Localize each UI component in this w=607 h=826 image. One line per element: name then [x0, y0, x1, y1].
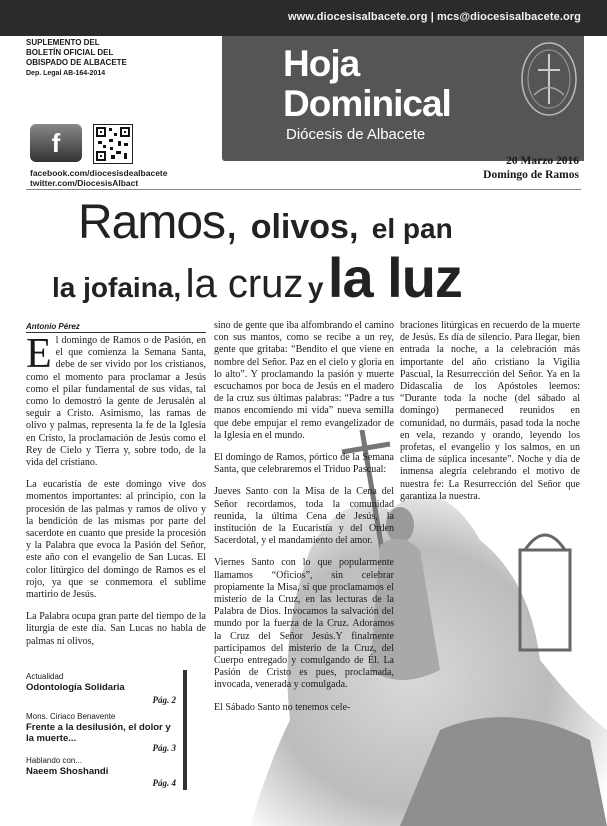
article-paragraph: El Sábado Santo no tenemos cele- — [214, 701, 351, 713]
article-author: Antonio Pérez — [26, 322, 206, 333]
article-paragraph: Viernes Santo con lo que popularmente llamamos “Oficios”, sin celebrar propiamente la Misa, sí que proclamamos el misterio de la Cruz, en las lecturas de la Palabra de Dios. Invocamos la salvación del mundo por la fuerza de la Cruz. Adoramos la Cruz del Señor Jesús.Y finalmente participamos del misterio de la Cruz, del Cuerpo entregado y comulgando de Él. La Pasión de Cristo es pues, proclamada, invocada, venerada y comulgada. — [214, 557, 394, 691]
index-page: Pág. 2 — [152, 695, 176, 705]
index-entry[interactable] — [26, 672, 176, 708]
article-paragraph: La Palabra ocupa gran parte del tiempo de la liturgia de este día. San Lucas no habla de palmas ni olivos, — [26, 611, 206, 647]
index-page: Pág. 3 — [152, 743, 176, 753]
index-title: Frente a la desilusión, el dolor y la muerte... — [26, 722, 171, 744]
liturgical-day: Domingo de Ramos — [483, 169, 579, 181]
header-divider — [26, 189, 581, 190]
headline-word: Ramos, — [78, 196, 238, 249]
article-paragraph: Jueves Santo con la Misa de la Cena del Señor recordamos, toda la comunidad reunida, la última Cena de Jesús, la institución de la Eucaristía y del Orden Sacerdotal, y el mandamiento del amor. — [214, 486, 394, 547]
headline-word: el pan — [371, 213, 453, 244]
brand-subtitle: Diócesis de Albacete — [286, 126, 426, 143]
top-bar — [0, 0, 607, 36]
legal-deposit: Dep. Legal AB-164-2014 — [26, 70, 106, 77]
paragraph-text: l domingo de Ramos o de Pasión, en el que comienza la Semana Santa, debe de ser vivido por los cristianos, como el momento para proclamar a Jesús como el pilar fundamental de sus vidas, tal como lo demostró la gente de Jerusalén al seguir a Cristo. Asimismo, las ramas de olivo y palmas, representa la fe de la Iglesia en Cristo, la proclamación de Jesús como el Rey de Cielo y Tierra y, sobre todo, de la vida del cristiano. — [26, 335, 206, 469]
headline-word: la jofaina, — [52, 272, 182, 303]
headline-word: y — [307, 272, 324, 303]
facebook-link[interactable]: facebook.com/diocesisdealbacete — [30, 168, 168, 178]
twitter-link[interactable]: twitter.com/DiocesisAlbact — [30, 178, 139, 188]
index-title: Naeem Shoshandi — [26, 766, 109, 777]
index-page: Pág. 4 — [152, 778, 176, 788]
index-entry[interactable] — [26, 712, 176, 752]
headline-word: la cruz — [185, 262, 304, 306]
social-icons[interactable]: f — [30, 124, 82, 162]
article-column-3 — [400, 320, 580, 513]
issue-date — [483, 154, 579, 182]
index-section: Hablando con... — [26, 756, 83, 765]
contents-index — [26, 672, 202, 792]
diocese-seal-icon — [520, 40, 578, 118]
index-entry[interactable] — [26, 756, 176, 790]
brand-title-line1: Hoja — [283, 43, 360, 84]
supplement-line: BOLETÍN OFICIAL DEL — [26, 48, 114, 57]
headline-line2 — [52, 248, 462, 323]
article-paragraph: La eucaristía de este domingo vive dos momentos importantes: al principio, con la procesión de las palmas y ramos de olivo y la bendición de las mismas por parte del sacerdote en cuanto que preside la procesión y la Palabra que evoca la Pasión del Señor, este año con el evangelio de San Lucas. El color litúrgico del domingo de Ramos es el rojo, ya que se conmemora el sublime martirio de Jesús. — [26, 479, 206, 601]
article-paragraph: El domingo de Ramos, pórtico de la Semana Santa, que celebraremos el Triduo Pascual: — [214, 452, 394, 476]
article-column-2 — [214, 320, 394, 724]
drop-cap: E — [26, 331, 52, 377]
contact-line: www.diocesisalbacete.org | mcs@diocesisalbacete.org — [288, 11, 581, 23]
qr-code-icon — [93, 124, 133, 164]
article-paragraph: braciones litúrgicas en recuerdo de la muerte de Jesús. Es día de silencio. Para llegar, bien entrada la noche, a la celebración más importante del año cristiano la Vigilia Pascual, la Resurrección del Señor. Ya en la Didascalia de los Apóstoles leemos: “Durante toda la noche (del sábado al domingo) permaneced reunidos en comunidad, no durmáis, pasad toda la noche en vela, rezando y orando, leyendo los profetas, el evangelio y los salmos, en un clima de súplica incesante”. Noche y día de inmensa alegría celebrando el motivo de nuestra fe: La Resurrección del Señor que garantiza la nuestra. — [400, 320, 580, 502]
index-bar — [183, 670, 187, 790]
headline-word: la luz — [327, 246, 462, 309]
supplement-line: OBISPADO DE ALBACETE — [26, 58, 127, 67]
article-paragraph: sino de gente que iba alfombrando el camino con sus mantos, como se recibe a un rey, gente que gritaba: “Bendito el que viene en nombre del Señor. Paz en el cielo y gloria en lo alto”. Y proclamando la pasión y muerte escuchamos por boca de Jesús en el madero de la cruz sus últimas palabras: “Padre a tus manos encomiendo mi vida” nueva semilla que debe empujar el remo evangelizador de la Iglesia en el mundo. — [214, 320, 394, 441]
date-text: 20 Marzo 2016 — [506, 155, 579, 167]
index-title: Odontología Solidaria — [26, 682, 125, 693]
supplement-line: SUPLEMENTO DEL — [26, 38, 100, 47]
index-section: Mons. Ciriaco Benavente — [26, 712, 116, 721]
article-paragraph — [26, 331, 206, 469]
supplement-info — [26, 38, 156, 68]
brand-title-line2: Dominical — [283, 83, 451, 124]
social-links — [30, 168, 167, 188]
article-column-1 — [26, 331, 206, 658]
index-section: Actualidad — [26, 672, 64, 681]
headline-word: olivos, — [250, 208, 359, 246]
